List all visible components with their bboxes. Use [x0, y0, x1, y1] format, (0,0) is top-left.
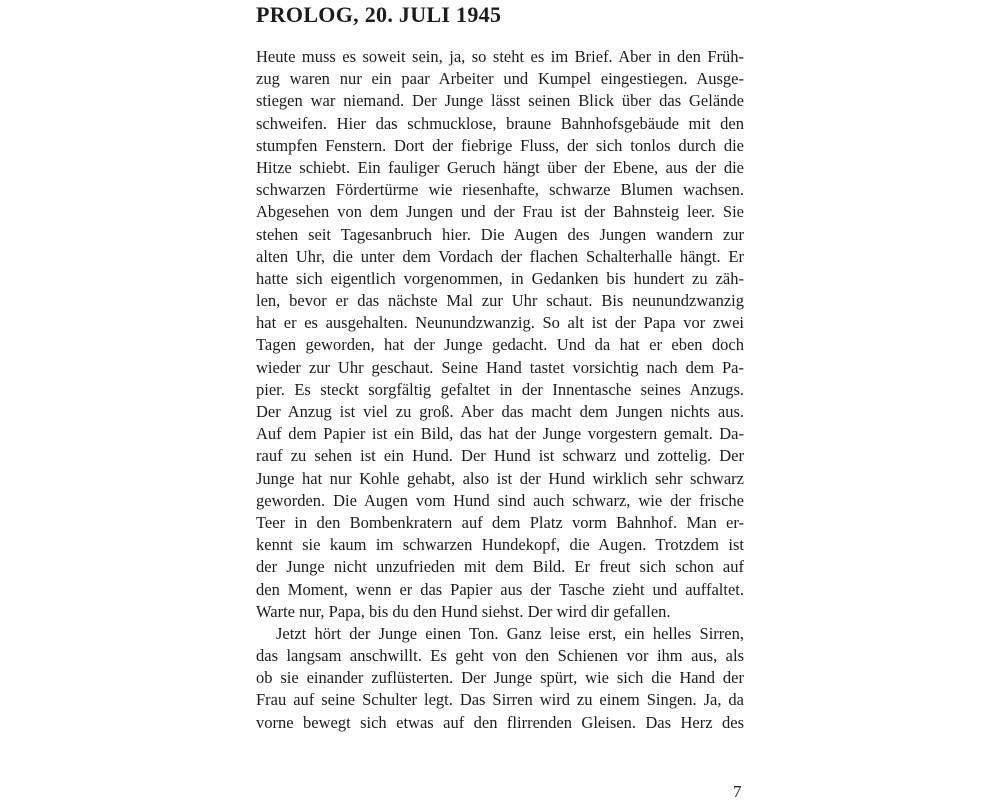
text-line: stumpfen Fenstern. Dort der fiebrige Fluss, der sich tonlos durch die — [256, 135, 744, 155]
text-line: rauf zu sehen ist ein Hund. Der Hund ist schwarz und zottelig. Der — [256, 446, 744, 466]
text-line: zug waren nur ein paar Arbeiter und Kumpel eingestiegen. Ausge- — [256, 69, 744, 89]
text-line: alten Uhr, die unter dem Vordach der flachen Schalterhalle hängt. Er — [256, 246, 744, 266]
paragraph-start-line: Jetzt hört der Junge einen Ton. Ganz leise erst, ein helles Sirren, — [276, 623, 744, 643]
page-number: 7 — [733, 782, 742, 801]
text-line: schwarzen Fördertürme wie riesenhafte, schwarze Blumen wachsen. — [256, 180, 744, 200]
paragraph-end-line: Warte nur, Papa, bis du den Hund siehst. Der wird dir gefallen. — [256, 601, 671, 621]
chapter-title: PROLOG, 20. JULI 1945 — [256, 2, 502, 27]
text-line: Tagen geworden, hat der Junge gedacht. Und da hat er eben doch — [256, 335, 744, 355]
text-line: len, bevor er das nächste Mal zur Uhr schaut. Bis neunundzwanzig — [256, 291, 744, 311]
text-line: Junge hat nur Kohle gehabt, also ist der Hund wirklich sehr schwarz — [256, 468, 744, 488]
text-line: hat er es ausgehalten. Neunundzwanzig. So alt ist der Papa vor zwei — [256, 313, 744, 333]
text-line: den Moment, wenn er das Papier aus der Tasche zieht und auffaltet. — [256, 579, 744, 599]
text-line: Abgesehen von dem Jungen und der Frau ist der Bahnsteig leer. Sie — [256, 202, 744, 222]
text-line: stiegen war niemand. Der Junge lässt seinen Blick über das Gelände — [256, 91, 744, 111]
text-line: pier. Es steckt sorgfältig gefaltet in der Innentasche seines Anzugs. — [256, 379, 744, 399]
text-line: Der Anzug ist viel zu groß. Aber das macht dem Jungen nichts aus. — [256, 402, 744, 421]
text-line: hatte sich eigentlich vorgenommen, in Gedanken bis hundert zu zäh- — [256, 268, 744, 288]
text-line: Teer in den Bombenkratern auf dem Platz vorm Bahnhof. Man er- — [256, 512, 744, 532]
text-line: der Junge nicht unzufrieden mit dem Bild. Er freut sich schon auf — [256, 557, 744, 577]
text-line: geworden. Die Augen vom Hund sind auch schwarz, wie der frische — [256, 490, 744, 510]
body-text — [256, 46, 744, 734]
text-line: schweifen. Hier das schmucklose, braune Bahnhofsgebäude mit den — [256, 113, 744, 133]
text-line: Heute muss es soweit sein, ja, so steht es im Brief. Aber in den Früh- — [256, 47, 744, 66]
text-line: kennt sie kaum im schwarzen Hundekopf, die Augen. Trotzdem ist — [256, 535, 744, 555]
text-line: wieder zur Uhr geschaut. Seine Hand tastet vorsichtig nach dem Pa- — [256, 357, 744, 377]
text-line: das langsam anschwillt. Es geht von den Schienen vor ihm aus, als — [256, 646, 744, 666]
text-line: stehen seit Tagesanbruch hier. Die Augen des Jungen wandern zur — [256, 224, 744, 244]
text-line: Auf dem Papier ist ein Bild, das hat der Junge vorgestern gemalt. Da- — [256, 424, 744, 444]
text-line: ob sie einander zuflüsterten. Der Junge spürt, wie sich die Hand der — [256, 668, 744, 688]
text-line: Hitze schiebt. Ein fauliger Geruch hängt über der Ebene, aus der die — [256, 157, 744, 177]
text-line: vorne bewegt sich etwas auf den flirrenden Gleisen. Das Herz des — [256, 712, 744, 732]
text-line: Frau auf seine Schulter legt. Das Sirren wird zu einem Singen. Ja, da — [256, 690, 744, 710]
